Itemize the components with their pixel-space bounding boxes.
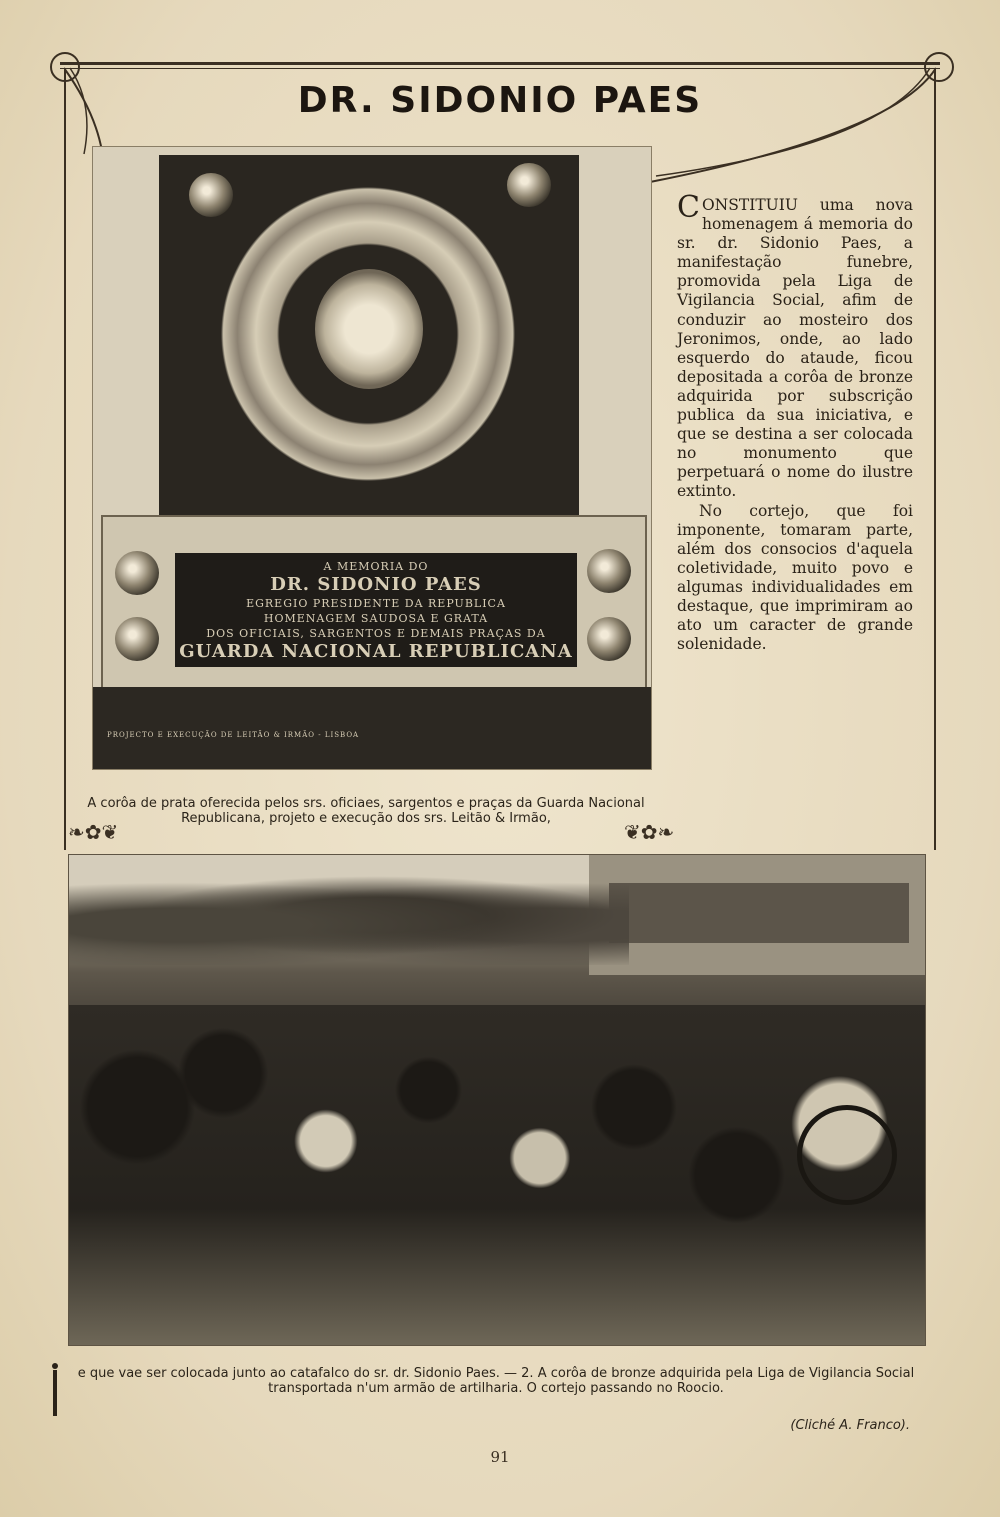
boss-ornament	[115, 617, 159, 661]
photo-building-facade	[609, 883, 909, 943]
photo-credit: (Cliché A. Franco).	[790, 1418, 910, 1433]
plaque-line: GUARDA NACIONAL REPUBLICANA	[179, 641, 573, 662]
page-title: DR. SIDONIO PAES	[297, 80, 703, 121]
article-text	[677, 190, 913, 654]
plaque-line: DR. SIDONIO PAES	[270, 574, 482, 595]
paragraph-text: ONSTITUIU uma nova homenagem á memoria do sr. dr. Sidonio Paes, a manifestação funebre, promovida pela Liga de Vigilancia Social, afim de conduzir ao mosteiro dos Jeronimos, onde, ao lado esquerdo do ataude, ficou depositada a corôa de bronze adquirida por subscrição publica da sua iniciativa, e que se destina a ser colocada no monumento que perpetuará o nome do ilustre extinto.	[677, 196, 913, 501]
wreath-photograph	[92, 146, 652, 770]
inscription-plaque	[175, 553, 577, 667]
article-paragraph	[677, 190, 913, 502]
plaque-base	[93, 687, 651, 769]
boss-ornament	[115, 551, 159, 595]
article-paragraph: No cortejo, que foi imponente, tomaram parte, além dos consocios d'aquela coletividade, muito povo e algumas individualidades em destaque, que imprimiram ao ato um caracter de grande solenidade.	[677, 501, 913, 654]
plaque-line: EGREGIO PRESIDENTE DA REPUBLICA	[246, 597, 506, 610]
flourish-left-icon: ❧✿❦	[68, 820, 119, 844]
gun-carriage-wheel	[797, 1105, 897, 1205]
boss-ornament	[587, 617, 631, 661]
drop-cap: C	[677, 190, 700, 225]
procession-photograph	[68, 854, 926, 1346]
boss-ornament	[507, 163, 551, 207]
boss-ornament	[189, 173, 233, 217]
page-number: 91	[490, 1448, 510, 1466]
coat-of-arms	[315, 269, 423, 389]
boss-ornament	[587, 549, 631, 593]
plaque-line: A MEMORIA DO	[323, 560, 429, 573]
flourish-right-icon: ❦✿❧	[624, 820, 675, 844]
tassel-ornament-icon	[50, 1362, 58, 1418]
maker-credit: PROJECTO E EXECUÇÃO DE LEITÃO & IRMÃO - LISBOA	[107, 731, 360, 739]
plaque-line: DOS OFICIAIS, SARGENTOS E DEMAIS PRAÇAS DA	[206, 627, 546, 640]
photo-crowd	[69, 1005, 925, 1345]
photo-trees	[69, 865, 629, 965]
procession-caption: e que vae ser colocada junto ao catafalco do sr. dr. Sidonio Paes. — 2. A corôa de bronze adquirida pela Liga de Vigilancia Social transportada n'um armão de artilharia. O cortejo passando no Roocio.	[77, 1366, 915, 1396]
plaque-line: HOMENAGEM SAUDOSA E GRATA	[263, 612, 489, 625]
wreath-caption: A corôa de prata oferecida pelos srs. oficiaes, sargentos e praças da Guarda Nacional Republicana, projeto e execução dos srs. Leitão & Irmão,	[87, 796, 645, 826]
